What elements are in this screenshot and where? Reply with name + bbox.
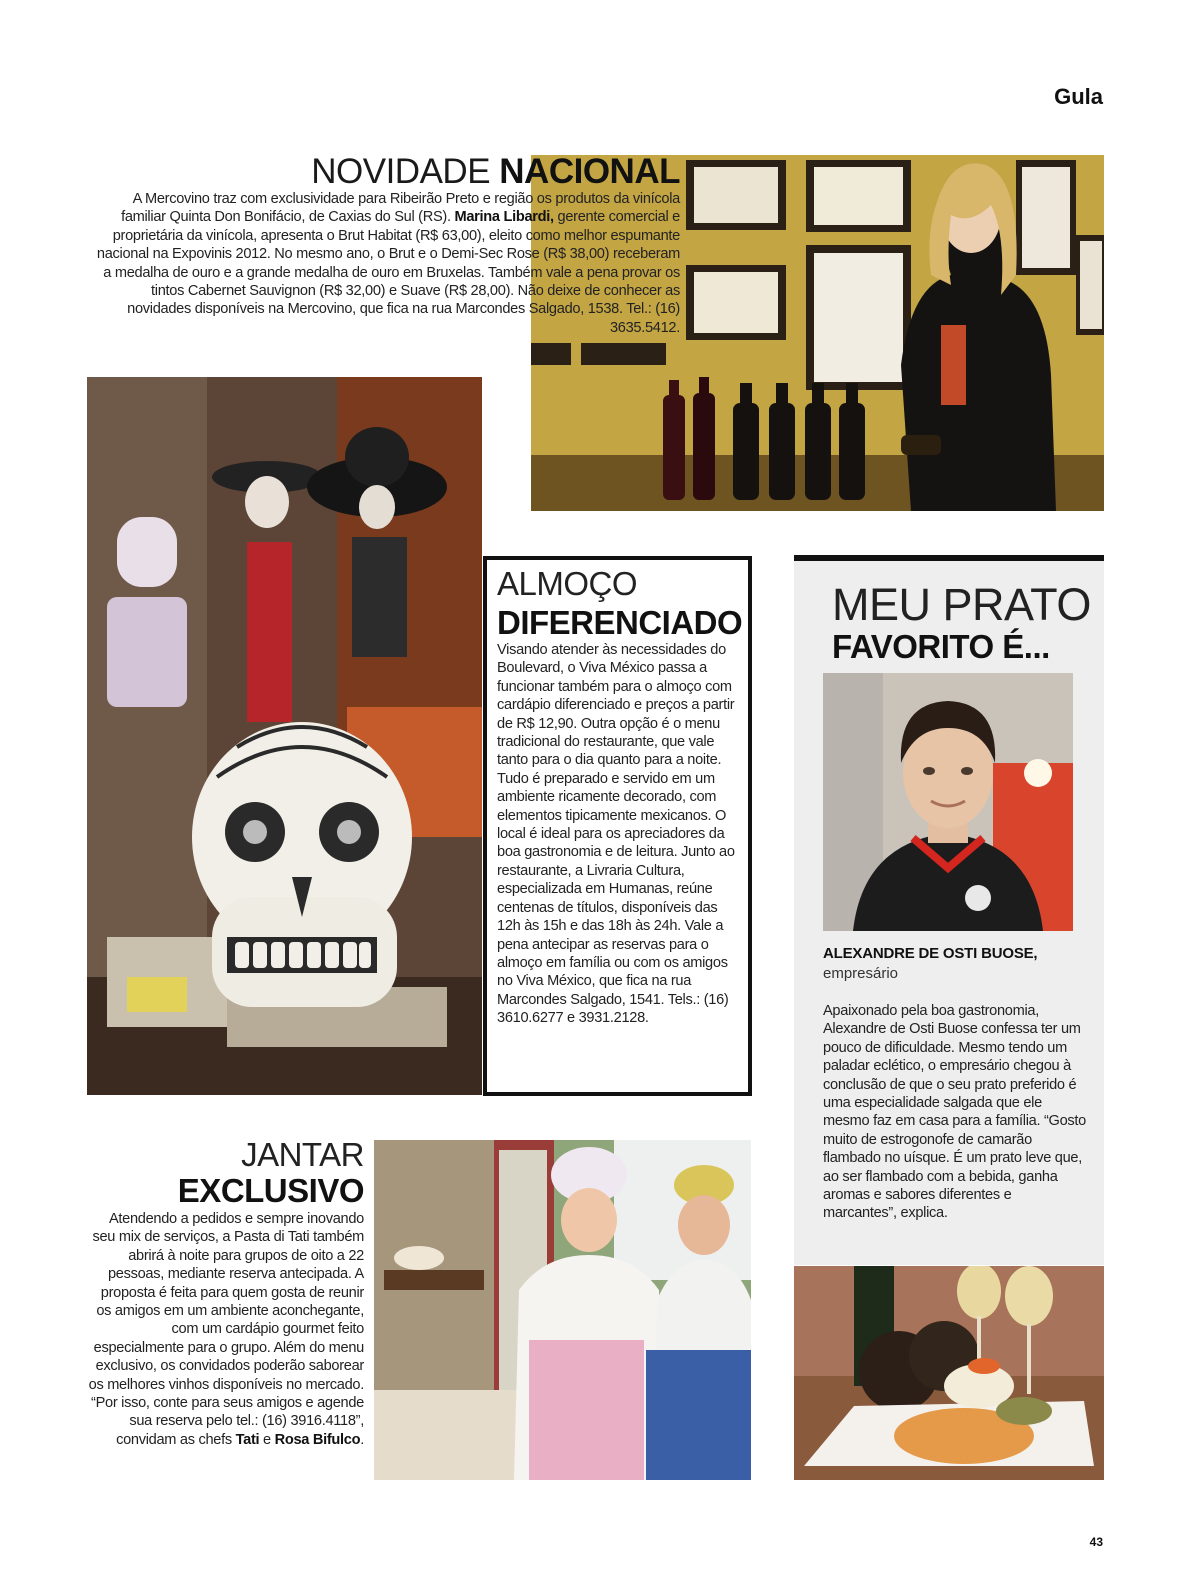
jantar-title-bold: EXCLUSIVO [177,1172,364,1209]
novidade-person-name: Marina Libardi, [454,209,554,226]
alexandre-portrait-photo [823,673,1073,931]
jantar-text [86,1210,364,1449]
jantar-title-light: JANTAR [241,1136,364,1173]
section-tag: Gula [1054,84,1103,109]
mexican-decor-photo [87,377,482,1095]
novidade-title [311,152,680,192]
jantar-text-end: . [360,1431,364,1448]
novidade-text [86,190,680,337]
almoco-title-light: ALMOÇO [497,565,638,602]
novidade-title-bold: NACIONAL [499,152,680,191]
novidade-text-part-1: A Mercovino traz com exclusividade para Ribeirão Preto e região os produtos da vinícola familiar Quinta Don Bonifácio, de Caxias do Sul (RS). [121,191,680,226]
jantar-chef-1: Tati [235,1431,260,1448]
shrimp-dish-photo [794,1266,1104,1480]
prato-person-role: empresário [823,965,899,982]
prato-text: Apaixonado pela boa gastronomia, Alexandre de Osti Buose confessa ter um pouco de dificuldade. Mesmo tendo um paladar eclético, o empresário chegou à conclusão de que o seu prato preferido é uma especialidade salgada que ele mesmo faz em casa para a família. “Gosto muito de estrogonofe de camarão flambado no uísque. É um prato leve que, ao ser flambado com a bebida, ganha aromas e sabores diferentes e marcantes”, explica. [823,1003,1086,1222]
novidade-text-part-2: gerente comercial e proprietária da vinícola, apresenta o Brut Habitat (R$ 63,00), eleito como melhor espumante nacional na Expovinis 2012. No mesmo ano, o Brut e o Demi-Sec Rose (R$ 38,00) receberam a medalha de ouro e a grande medalha de ouro em Bruxelas. Também vale a pena provar os tintos Cabernet Sauvignon (R$ 32,00) e Suave (R$ 28,00). Não deixe de conhecer as novidades disponíveis na Mercovino, que fica na rua Marcondes Salgado, 1538. Tel.: (16) 3635.5412. [96,209,680,336]
chefs-photo [374,1140,751,1480]
novidade-title-light: NOVIDADE [311,152,500,191]
almoco-text: Visando atender às necessidades do Boulevard, o Viva México passa a funcionar também para o almoço com cardápio diferenciado e preços a partir de R$ 12,90. Outra opção é o menu tradicional do restaurante, que vale tanto para o dia quanto para a noite. Tudo é preparado e servido em um ambiente ricamente decorado, com elementos tipicamente mexicanos. O local é ideal para os apreciadores da boa gastronomia e de leitura. Junto ao restaurante, a Livraria Cultura, especializada em Humanas, reúne centenas de títulos, disponíveis das 12h às 15h e das 18h às 24h. Vale a pena antecipar as reservas para o almoço em família ou com os amigos no Viva México, que fica na rua Marcondes Salgado, 1541. Tels.: (16) 3610.6277 e 3931.2128. [497,642,735,1027]
prato-title-bold: FAVORITO É... [832,628,1050,665]
prato-title-light: MEU PRATO [832,579,1091,630]
prato-person-name: ALEXANDRE DE OSTI BUOSE, [823,945,1038,962]
almoco-title-bold: DIFERENCIADO [497,604,743,641]
jantar-chef-2: Rosa Bifulco [274,1431,361,1448]
jantar-text-main: Atendendo a pedidos e sempre inovando seu mix de serviços, a Pasta di Tati também abrirá à noite para grupos de oito a 22 pessoas, mediante reserva antecipada. A proposta é feita para quem gosta de reunir os amigos em um ambiente aconchegante, com um cardápio gourmet feito especialmente para o grupo. Além do menu exclusivo, os convidados poderão saborear os melhores vinhos disponíveis no mercado. “Por isso, conte para seus amigos e agende sua reserva pelo tel.: (16) 3916.4118”, convidam as chefs [88,1211,364,1448]
page-number: 43 [1089,1535,1103,1549]
jantar-connector: e [259,1431,275,1448]
